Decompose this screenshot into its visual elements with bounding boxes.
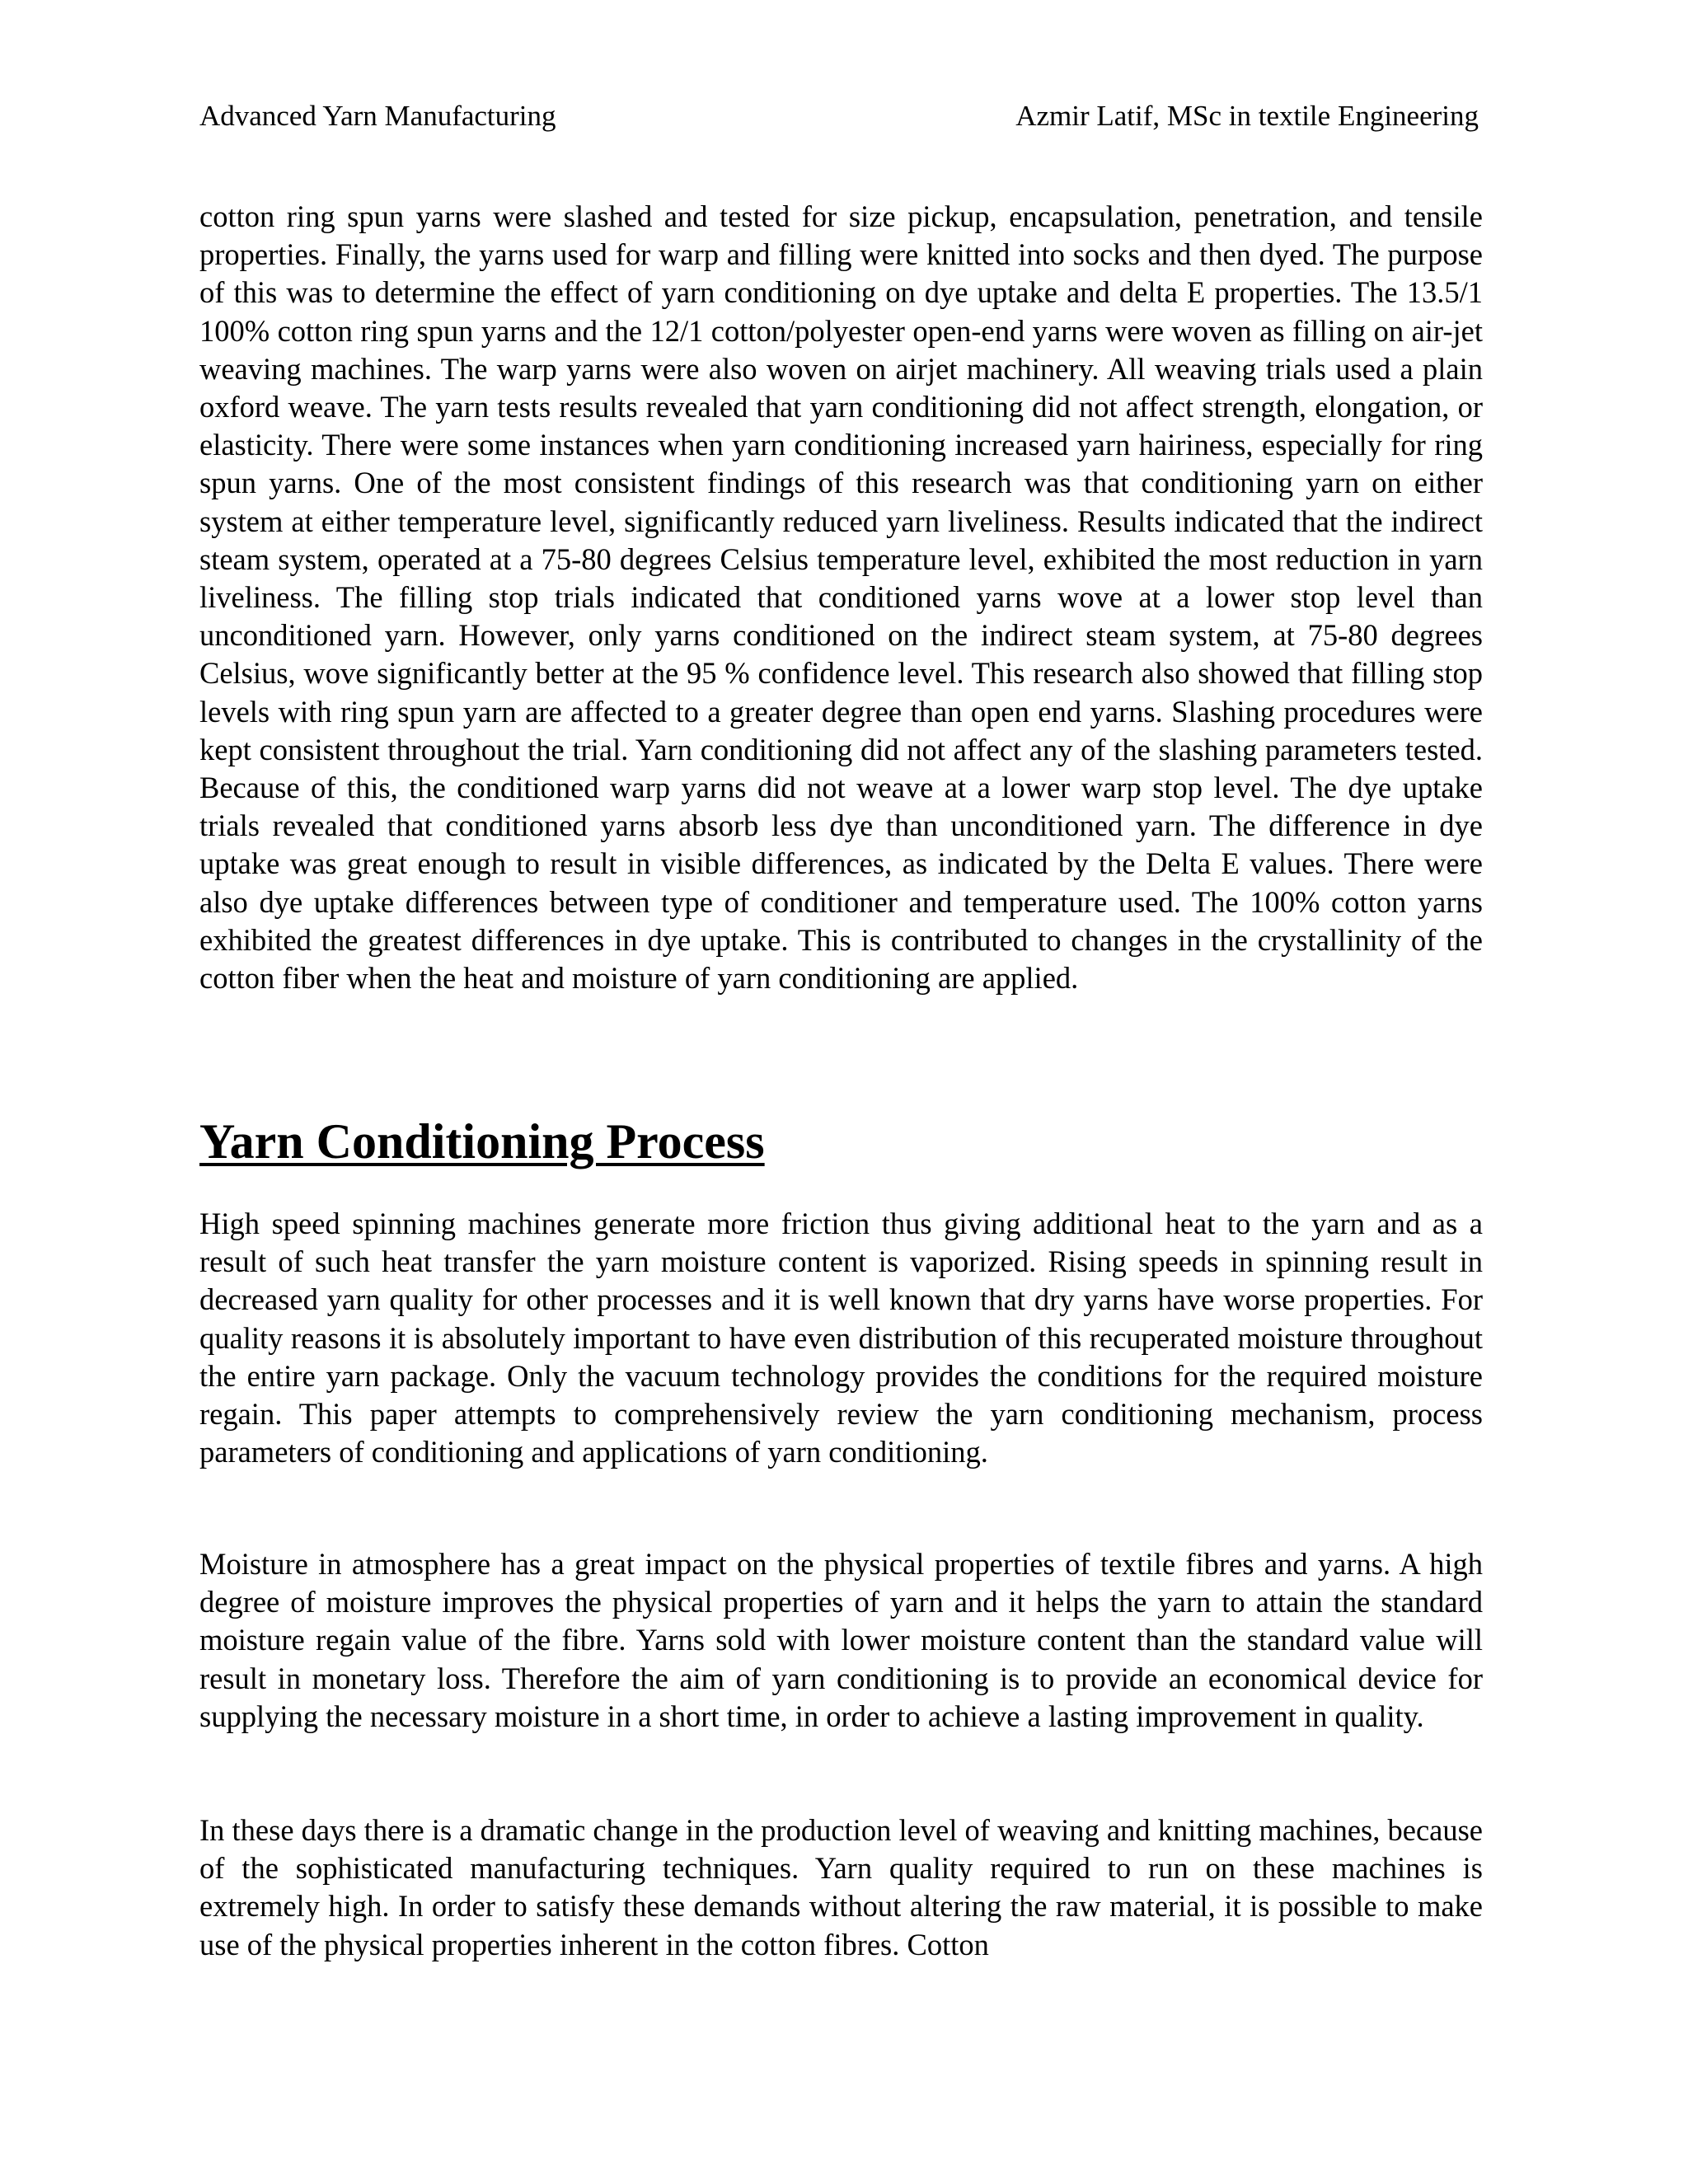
section-paragraph-1: High speed spinning machines generate more friction thus giving additional heat to the yarn and as a result of such heat transfer the yarn moisture content is vaporized. Rising speeds in spinning result in decreased yarn quality for other processes and it is well known that dry yarns have worse properties. For quality reasons it is absolutely important to have even distribution of this recuperated moisture throughout the entire yarn package. Only the vacuum technology provides the conditions for the required moisture regain. This paper attempts to comprehensively review the yarn conditioning mechanism, process parameters of conditioning and applications of yarn conditioning. <box>199 1207 1483 1469</box>
header-book-title: Advanced Yarn Manufacturing <box>199 100 556 132</box>
header-author: Azmir Latif, MSc in textile Engineering <box>1015 100 1479 132</box>
section-heading: Yarn Conditioning Process <box>199 1114 765 1169</box>
intro-paragraph: cotton ring spun yarns were slashed and tested for size pickup, encapsulation, penetration, and tensile properties. Finally, the yarns used for warp and filling were knitted into socks and then dyed. The purpose of this was to determine the effect of yarn conditioning on dye uptake and delta E properties. The 13.5/1 100% cotton ring spun yarns and the 12/1 cotton/polyester open-end yarns were woven as filling on air-jet weaving machines. The warp yarns were also woven on airjet machinery. All weaving trials used a plain oxford weave. The yarn tests results revealed that yarn conditioning did not affect strength, elongation, or elasticity. There were some instances when yarn conditioning increased yarn hairiness, especially for ring spun yarns. One of the most consistent findings of this research was that conditioning yarn on either system at either temperature level, significantly reduced yarn liveliness. Results indicated that the indirect steam system, operated at a 75-80 degrees Celsius temperature level, exhibited the most reduction in yarn liveliness. The filling stop trials indicated that conditioned yarns wove at a lower stop level than unconditioned yarn. However, only yarns conditioned on the indirect steam system, at 75-80 degrees Celsius, wove significantly better at the 95 % confidence level. This research also showed that filling stop levels with ring spun yarn are affected to a greater degree than open end yarns. Slashing procedures were kept consistent throughout the trial. Yarn conditioning did not affect any of the slashing parameters tested. Because of this, the conditioned warp yarns did not weave at a lower warp stop level. The dye uptake trials revealed that conditioned yarns absorb less dye than unconditioned yarn. The difference in dye uptake was great enough to result in visible differences, as indicated by the Delta E values. There were also dye uptake differences between type of conditioner and temperature used. The 100% cotton yarns exhibited the greatest differences in dye uptake. This is contributed to changes in the crystallinity of the cotton fiber when the heat and moisture of yarn conditioning are applied. <box>199 199 1483 996</box>
section-paragraph-2: Moisture in atmosphere has a great impact on the physical properties of textile fibres and yarns. A high degree of moisture improves the physical properties of yarn and it helps the yarn to attain the standard moisture regain value of the fibre. Yarns sold with lower moisture content than the standard value will result in monetary loss. Therefore the aim of yarn conditioning is to provide an economical device for supplying the necessary moisture in a short time, in order to achieve a lasting improvement in quality. <box>199 1547 1483 1733</box>
section-paragraph-3: In these days there is a dramatic change in the production level of weaving and knitting machines, because of the sophisticated manufacturing techniques. Yarn quality required to run on these machines is extremely high. In order to satisfy these demands without altering the raw material, it is possible to make use of the physical properties inherent in the cotton fibres. Cotton <box>199 1813 1483 1961</box>
page-header <box>199 96 1479 137</box>
